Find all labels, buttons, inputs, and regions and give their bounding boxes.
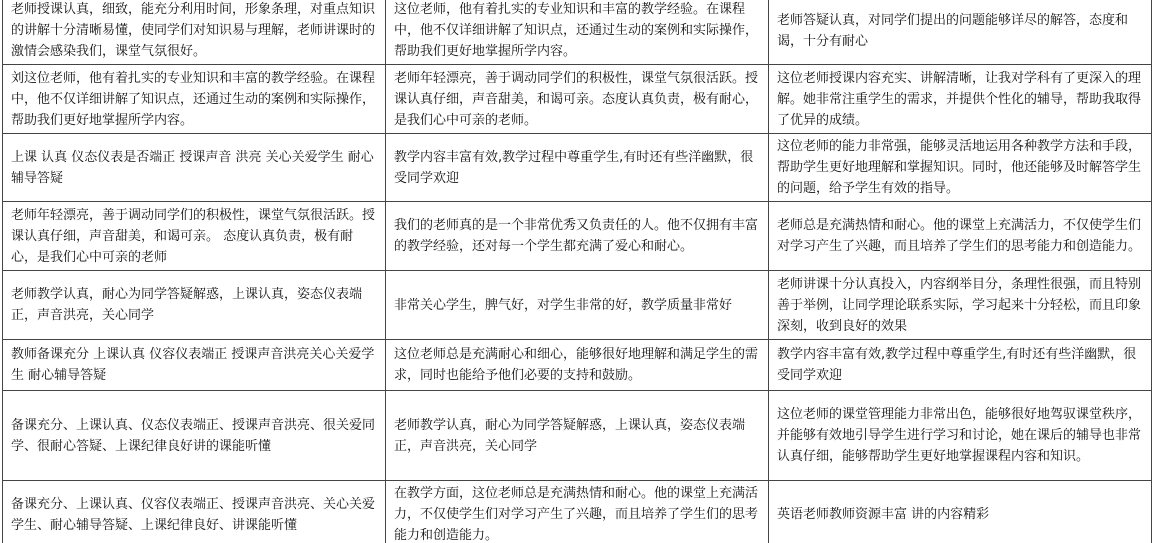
table-cell: 备课充分、上课认真、仪态仪表端正、授课声音洪亮、很关爱同学、很耐心答疑、上课纪律良好讲的课能听懂 <box>3 391 386 481</box>
table-row <box>3 391 1152 481</box>
table-cell: 这位老师的能力非常强，能够灵活地运用各种教学方法和手段，帮助学生更好地理解和掌握知识。同时，他还能够及时解答学生的问题，给予学生有效的指导。 <box>769 134 1152 202</box>
table-row <box>3 481 1152 543</box>
teacher-comments-table <box>2 0 1152 543</box>
table-cell: 老师讲课十分认真投入，内容纲举目分，条理性很强，而且特别善于举例，让同学理论联系实际，学习起来十分轻松，而且印象深刻，收到良好的效果 <box>769 271 1152 340</box>
table-cell: 教学内容丰富有效,教学过程中尊重学生,有时还有些洋幽默，很受同学欢迎 <box>769 340 1152 391</box>
table-cell: 老师授课认真，细致，能充分利用时间，形象条理，对重点知识的讲解十分清晰易懂，使同学们对知识易与理解，老师讲课时的激情会感染我们，课堂气氛很好。 <box>3 0 386 65</box>
table-cell: 教学内容丰富有效,教学过程中尊重学生,有时还有些洋幽默，很受同学欢迎 <box>386 134 769 202</box>
table-cell: 这位老师的课堂管理能力非常出色，能够很好地驾驭课堂秩序，并能够有效地引导学生进行学习和讨论，她在课后的辅导也非常认真仔细，能够帮助学生更好地掌握课程内容和知识。 <box>769 391 1152 481</box>
table-cell: 老师总是充满热情和耐心。他的课堂上充满活力，不仅使学生们对学习产生了兴趣，而且培养了学生们的思考能力和创造能力。 <box>769 202 1152 271</box>
table-cell: 教师备课充分 上课认真 仪容仪表端正 授课声音洪亮关心关爱学生 耐心辅导答疑 <box>3 340 386 391</box>
table-cell: 这位老师，他有着扎实的专业知识和丰富的教学经验。在课程中，他不仅详细讲解了知识点，还通过生动的案例和实际操作，帮助我们更好地掌握所学内容。 <box>386 0 769 65</box>
table-cell: 老师教学认真，耐心为同学答疑解惑，上课认真，姿态仪表端正，声音洪亮，关心同学 <box>3 271 386 340</box>
table-cell: 刘这位老师，他有着扎实的专业知识和丰富的教学经验。在课程中，他不仅详细讲解了知识点，还通过生动的案例和实际操作，帮助我们更好地掌握所学内容。 <box>3 65 386 134</box>
table-cell: 老师年轻漂亮，善于调动同学们的积极性，课堂气氛很活跃。授课认真仔细，声音甜美，和谒可亲。 态度认真负责，极有耐心，是我们心中可亲的老师 <box>3 202 386 271</box>
table-row <box>3 134 1152 202</box>
table-row <box>3 271 1152 340</box>
table-cell: 这位老师总是充满耐心和细心，能够很好地理解和满足学生的需求，同时也能给予他们必要的支持和鼓励。 <box>386 340 769 391</box>
table-cell: 这位老师授课内容充实、讲解清晰，让我对学科有了更深入的理解。她非常注重学生的需求，并提供个性化的辅导，帮助我取得了优异的成绩。 <box>769 65 1152 134</box>
table-cell: 老师答疑认真，对同学们提出的问题能够详尽的解答，态度和谒，十分有耐心 <box>769 0 1152 65</box>
table-cell: 非常关心学生，脾气好，对学生非常的好，教学质量非常好 <box>386 271 769 340</box>
table-cell: 老师教学认真，耐心为同学答疑解惑，上课认真，姿态仪表端正，声音洪亮，关心同学 <box>386 391 769 481</box>
table-cell: 老师年轻漂亮，善于调动同学们的积极性，课堂气氛很活跃。授课认真仔细，声音甜美，和谒可亲。态度认真负责，极有耐心，是我们心中可亲的老师。 <box>386 65 769 134</box>
table-cell: 英语老师教师资源丰富 讲的内容精彩 <box>769 481 1152 543</box>
table-cell: 在教学方面，这位老师总是充满热情和耐心。他的课堂上充满活力，不仅使学生们对学习产生了兴趣，而且培养了学生们的思考能力和创造能力。 <box>386 481 769 543</box>
table-cell: 我们的老师真的是一个非常优秀又负责任的人。他不仅拥有丰富的教学经验，还对每一个学生都充满了爱心和耐心。 <box>386 202 769 271</box>
table-cell: 备课充分、上课认真、仪容仪表端正、授课声音洪亮、关心关爱学生、耐心辅导答疑、上课纪律良好、讲课能听懂 <box>3 481 386 543</box>
table-row <box>3 0 1152 65</box>
table-row <box>3 340 1152 391</box>
table-row <box>3 65 1152 134</box>
table-row <box>3 202 1152 271</box>
table-cell: 上课 认真 仪态仪表是否端正 授课声音 洪亮 关心关爱学生 耐心辅导答疑 <box>3 134 386 202</box>
